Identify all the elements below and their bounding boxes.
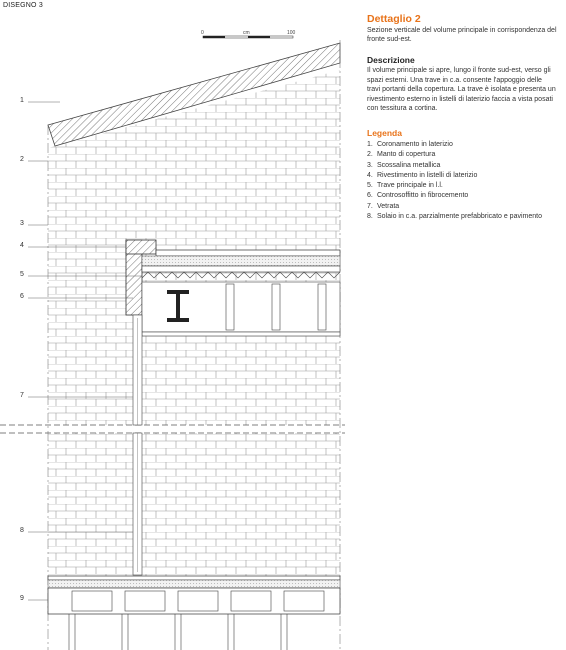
roof-deck <box>142 266 340 272</box>
floor-screed <box>48 580 340 588</box>
legend-text: Scossalina metallica <box>377 161 441 169</box>
scale-end: 100 <box>287 30 296 36</box>
marker-7: 7 <box>20 392 24 399</box>
legend-text: Rivestimento in listelli di laterizio <box>377 171 478 179</box>
legend-item <box>367 140 557 150</box>
legend-number: 3. <box>367 161 373 169</box>
legend-item <box>367 181 557 191</box>
beam-top <box>126 240 156 254</box>
insulation-layer <box>142 256 340 266</box>
ceiling-cavity <box>142 282 340 332</box>
marker-5: 5 <box>20 271 24 278</box>
panel-title: Dettaglio 2 <box>367 13 421 25</box>
marker-3: 3 <box>20 220 24 227</box>
legend-item <box>367 171 557 181</box>
floor-finish <box>48 576 340 580</box>
description-heading: Descrizione <box>367 55 415 65</box>
legend-number: 8. <box>367 213 373 221</box>
scale-bar <box>203 36 293 38</box>
legend-item <box>367 202 557 212</box>
legend-item <box>367 212 557 222</box>
legend-text: Vetrata <box>377 202 400 210</box>
legend-text: Controsoffitto in fibrocemento <box>377 192 469 200</box>
scale-start: 0 <box>201 30 204 36</box>
legend-text: Manto di copertura <box>377 151 436 159</box>
legend-text: Solaio in c.a. parzialmente prefabbricato e pavimento <box>377 213 542 221</box>
description-text: Il volume principale si apre, lungo il fronte sud-est, verso gli spazi esterni. Una trave in c.a. consente l'appoggio delle travi portanti della copertura. La trave è isolata e presenta un rivestimento esterno in listelli di laterizio faccia a vista posati con tessitura a cortina. <box>367 67 556 113</box>
legend-list <box>367 140 557 222</box>
legend-number: 5. <box>367 182 373 190</box>
marker-6: 6 <box>20 293 24 300</box>
legend-item <box>367 191 557 201</box>
drawing-label: DISEGNO 3 <box>3 2 43 9</box>
marker-1: 1 <box>20 97 24 104</box>
marker-4: 4 <box>20 242 24 249</box>
slab-joists <box>69 614 287 650</box>
legend-text: Trave principale in l.l. <box>377 182 443 190</box>
detail-panel <box>367 13 557 222</box>
roof-layers <box>156 250 340 256</box>
legend-number: 2. <box>367 151 373 159</box>
marker-2: 2 <box>20 156 24 163</box>
ceiling-panel <box>142 332 340 336</box>
scale-unit: cm <box>243 30 250 36</box>
brick-wall-lower <box>48 433 340 576</box>
legend-item <box>367 150 557 160</box>
legend-number: 1. <box>367 140 373 148</box>
legend-text: Coronamento in laterizio <box>377 140 453 148</box>
legend-number: 7. <box>367 202 373 210</box>
legend-heading: Legenda <box>367 127 402 138</box>
legend-item <box>367 161 557 171</box>
marker-8: 8 <box>20 527 24 534</box>
legend-number: 6. <box>367 192 373 200</box>
slab-voids <box>72 591 324 611</box>
legend-number: 4. <box>367 171 373 179</box>
panel-subtitle: Sezione verticale del volume principale in corrispondenza del fronte sud-est. <box>367 27 557 43</box>
marker-9: 9 <box>20 595 24 602</box>
